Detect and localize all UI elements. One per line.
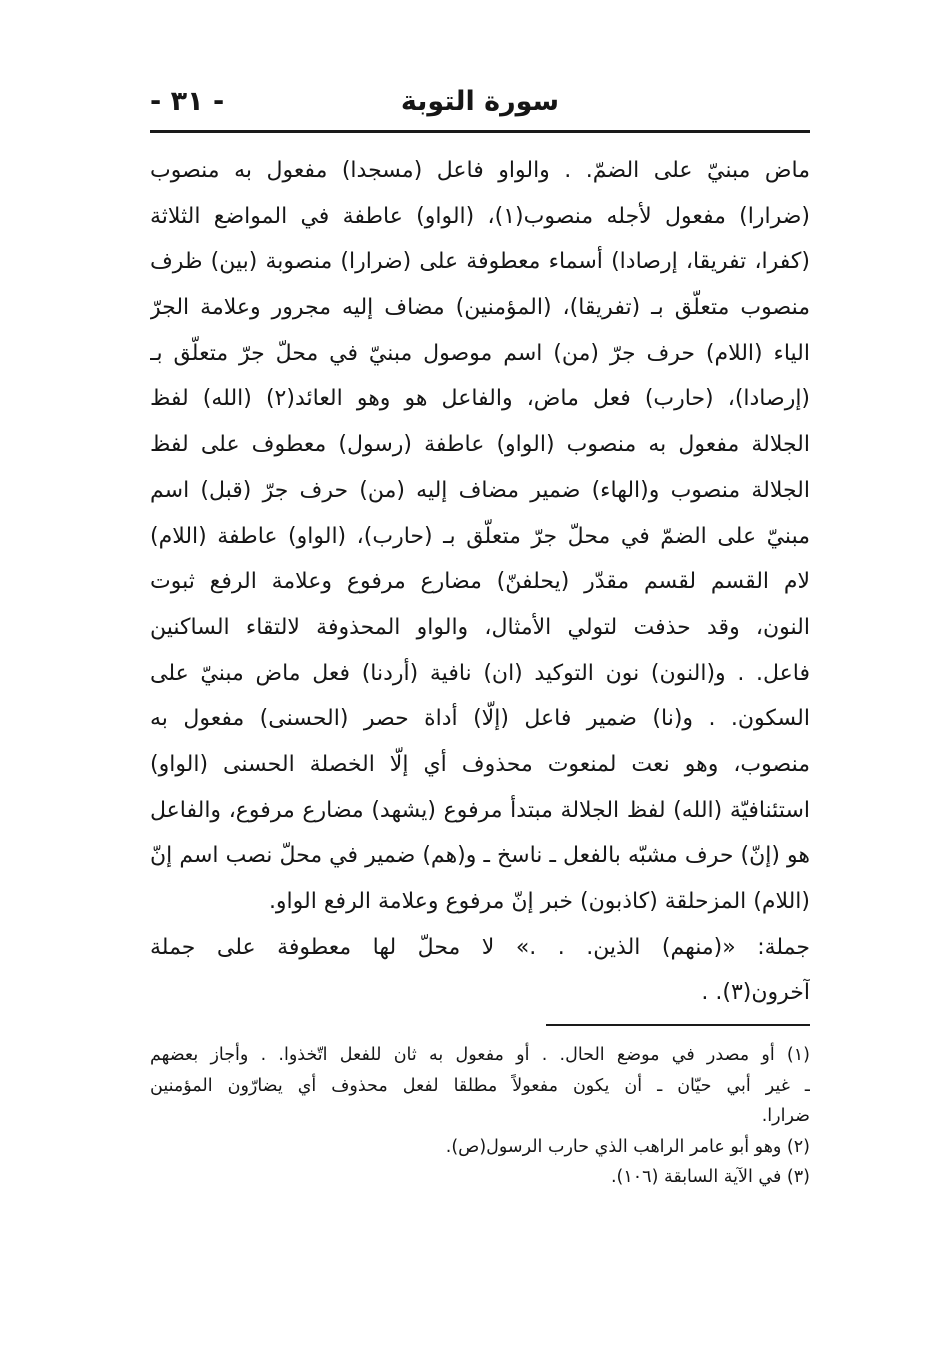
body-line: جملة: «(منهم) الذين. . .» لا محلّ لها معطوفة على جملة xyxy=(150,934,810,960)
body-line: لام القسم لقسم مقدّر (يحلفنّ) مضارع مرفوع وعلامة الرفع ثبوت xyxy=(150,569,810,595)
footnote-line: (٣) في الآية السابقة (١٠٦). xyxy=(610,1167,810,1187)
body-line: (ضرارا) مفعول لأجله منصوب(١)، (الواو) عاطفة في المواضع الثلاثة xyxy=(150,203,810,229)
header-divider xyxy=(150,130,810,133)
body-line: مبنيّ على الضمّ في محلّ جرّ متعلّق بـ (حارب)، (الواو) عاطفة (اللام) xyxy=(150,523,810,549)
footnote-line: ضرارا. xyxy=(761,1106,810,1126)
footnote-line: (١) أو مصدر في موضع الحال. . أو مفعول به ثان للفعل اتّخذوا. . وأجاز بعضهم xyxy=(150,1045,810,1065)
body-line: الجلالة منصوب و(الهاء) ضمير مضاف إليه (من) حرف جرّ (قبل) اسم xyxy=(150,477,810,503)
body-text xyxy=(150,148,810,1016)
body-line: الياء (اللام) حرف جرّ (من) اسم موصول مبنيّ في محلّ جرّ متعلّق بـ xyxy=(150,340,810,366)
body-line: (إرصادا)، (حارب) فعل ماض، والفاعل هو وهو العائد(٢) (الله) لفظ xyxy=(150,386,810,412)
body-line: هو (إنّ) حرف مشبّه بالفعل ـ ناسخ ـ و(هم) ضمير في محلّ نصب اسم إنّ xyxy=(150,843,810,869)
body-line: منصوب متعلّق بـ (تفريقا)، (المؤمنين) مضاف إليه مجرور وعلامة الجرّ xyxy=(150,295,810,321)
body-line: استئنافيّة (الله) لفظ الجلالة مبتدأ مرفوع (يشهد) مضارع مرفوع، والفاعل xyxy=(150,797,810,823)
footnotes xyxy=(150,1040,810,1193)
body-line: النون، وقد حذفت لتولي الأمثال، والواو المحذوفة لالتقاء الساكنين xyxy=(150,614,810,640)
footnote-line: ـ غير أبي حيّان ـ أن يكون مفعولاً مطلقا لفعل محذوف أي يضارّون المؤمنين xyxy=(150,1075,810,1096)
body-line: فاعل. . و(النون) نون التوكيد (ان) نافية (أردنا) فعل ماض مبنيّ على xyxy=(150,660,810,686)
body-line: الجلالة مفعول به منصوب (الواو) عاطفة (رسول) معطوف على لفظ xyxy=(150,432,810,458)
body-line: (اللام) المزحلقة (كاذبون) خبر إنّ مرفوع وعلامة الرفع الواو. xyxy=(268,889,810,914)
page-number: - ٣١ - xyxy=(150,86,225,117)
page-title: سورة التوبة xyxy=(400,86,560,117)
body-line: منصوب، وهو نعت لمنعوت محذوف أي إلّا الخصلة الحسنى (الواو) xyxy=(150,751,810,777)
body-line: ماض مبنيّ على الضمّ. . والواو فاعل (مسجدا) مفعول به منصوب xyxy=(150,158,810,183)
page-header xyxy=(150,80,810,130)
body-line: آخرون(٣). . xyxy=(701,980,810,1006)
body-line: (كفرا، تفريقا، إرصادا) أسماء معطوفة على (ضرارا) منصوبة (بين) ظرف xyxy=(150,249,810,275)
footnote-line: (٢) وهو أبو عامر الراهب الذي حارب الرسول(ص). xyxy=(445,1136,810,1157)
footnote-divider xyxy=(546,1024,810,1026)
body-line: السكون. . و(نا) ضمير فاعل (إلّا) أداة حصر (الحسنى) مفعول به xyxy=(150,706,810,732)
